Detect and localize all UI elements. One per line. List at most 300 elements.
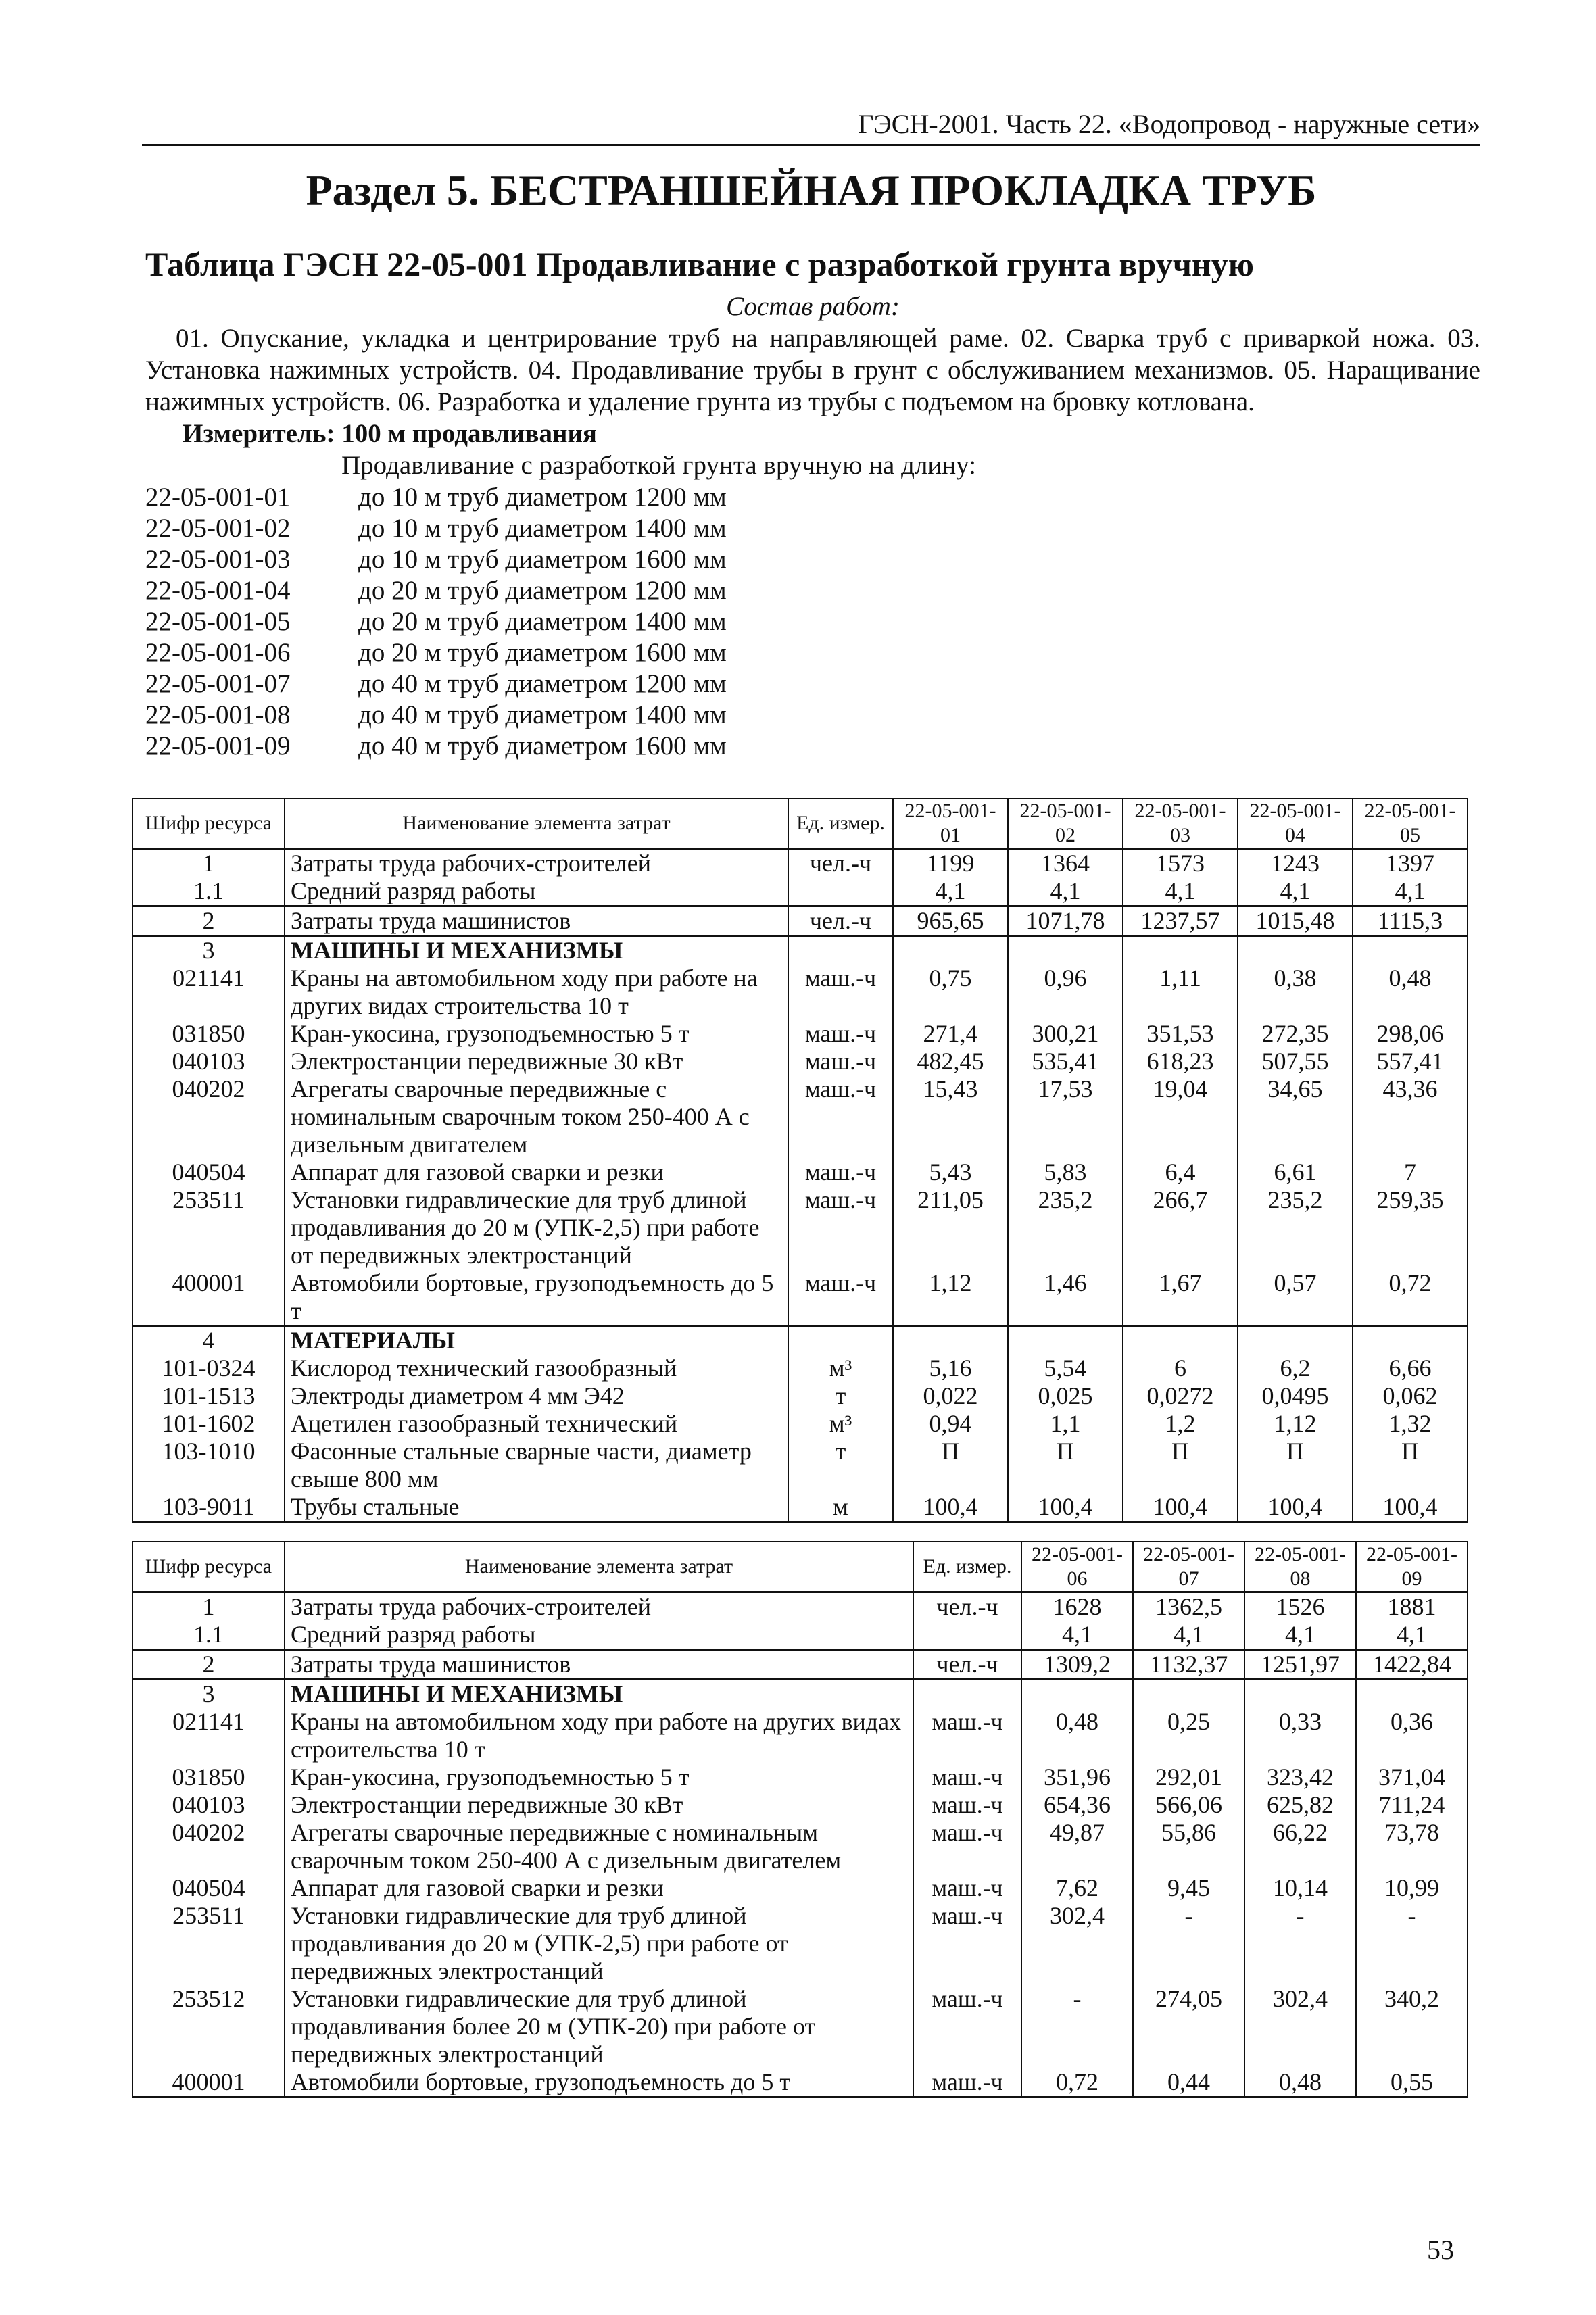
table-row xyxy=(132,1493,1468,1522)
resource-value: 0,72 xyxy=(1021,2068,1133,2097)
resource-value: 1243 xyxy=(1238,849,1353,878)
resource-value xyxy=(893,936,1008,965)
resource-value: 4,1 xyxy=(1244,1621,1356,1650)
resource-value xyxy=(1238,936,1353,965)
resource-code: 4 xyxy=(132,1326,285,1355)
resource-unit: чел.-ч xyxy=(913,1650,1021,1680)
resource-value: 271,4 xyxy=(893,1020,1008,1048)
resource-value: 302,4 xyxy=(1021,1902,1133,1985)
resource-name: Средний разряд работы xyxy=(285,877,788,906)
resource-code: 031850 xyxy=(132,1020,285,1048)
code-id: 22-05-001-01 xyxy=(145,483,291,512)
resource-code: 400001 xyxy=(132,1269,285,1326)
table-row xyxy=(132,1326,1468,1355)
resource-value: 100,4 xyxy=(1123,1493,1238,1522)
work-caption: Состав работ: xyxy=(726,292,900,321)
resource-name: Установки гидравлические для труб длиной продавливания более 20 м (УПК-20) при работе от передвижных электростанций xyxy=(285,1985,913,2068)
section-title: Раздел 5. БЕСТРАНШЕЙНАЯ ПРОКЛАДКА ТРУБ xyxy=(306,166,1317,214)
table-header: 22-05-001-04 xyxy=(1238,798,1353,849)
resource-value: 711,24 xyxy=(1356,1791,1468,1819)
resource-value: 1251,97 xyxy=(1244,1650,1356,1680)
resource-unit: чел.-ч xyxy=(788,849,893,878)
codes-intro: Продавливание с разработкой грунта вручную на длину: xyxy=(341,451,976,480)
resource-value: 34,65 xyxy=(1238,1075,1353,1159)
resource-table-2 xyxy=(132,1541,1468,2098)
resource-value: 274,05 xyxy=(1133,1985,1244,2068)
table-row xyxy=(132,1438,1468,1493)
code-row xyxy=(145,668,1480,699)
resource-value: 4,1 xyxy=(893,877,1008,906)
resource-value: 4,1 xyxy=(1356,1621,1468,1650)
code-description: до 40 м труб диаметром 1600 мм xyxy=(358,731,727,760)
resource-value: 0,0272 xyxy=(1123,1382,1238,1410)
resource-value: 259,35 xyxy=(1353,1186,1468,1269)
resource-code: 253512 xyxy=(132,1985,285,2068)
code-id: 22-05-001-09 xyxy=(145,731,291,760)
resource-unit: маш.-ч xyxy=(788,1048,893,1075)
resource-value: 1071,78 xyxy=(1008,906,1123,936)
resource-unit: маш.-ч xyxy=(788,1075,893,1159)
resource-name: Краны на автомобильном ходу при работе на других видах строительства 10 т xyxy=(285,965,788,1020)
resource-value: 1132,37 xyxy=(1133,1650,1244,1680)
resource-value xyxy=(1133,1680,1244,1709)
resource-code: 040103 xyxy=(132,1048,285,1075)
resource-value: 7,62 xyxy=(1021,1874,1133,1902)
resource-value xyxy=(1021,1680,1133,1709)
work-text: 01. Опускание, укладка и центрирование труб на направляющей раме. 02. Сварка труб с приваркой ножа. 03. Установка нажимных устройств. 04. Продавливание трубы в грунт с обслуживанием механизмов. 05. Наращивание нажимных устройств. 06. Разработка и удаление грунта из трубы с подъемом на бровку котлована. xyxy=(145,324,1480,416)
resource-code: 101-0324 xyxy=(132,1355,285,1382)
resource-value: 4,1 xyxy=(1021,1621,1133,1650)
table-row xyxy=(132,1355,1468,1382)
resource-code: 021141 xyxy=(132,965,285,1020)
table-row xyxy=(132,1763,1468,1791)
resource-name: Установки гидравлические для труб длиной продавливания до 20 м (УПК-2,5) при работе от передвижных электростанций xyxy=(285,1186,788,1269)
resource-value: 0,38 xyxy=(1238,965,1353,1020)
resource-value: 6,4 xyxy=(1123,1159,1238,1186)
resource-name: Фасонные стальные сварные части, диаметр свыше 800 мм xyxy=(285,1438,788,1493)
resource-code: 101-1602 xyxy=(132,1410,285,1438)
table-header: 22-05-001-03 xyxy=(1123,798,1238,849)
table-header: Ед. измер. xyxy=(913,1542,1021,1592)
resource-value: 235,2 xyxy=(1238,1186,1353,1269)
resource-unit: маш.-ч xyxy=(788,1186,893,1269)
resource-name: Аппарат для газовой сварки и резки xyxy=(285,1874,913,1902)
resource-value: 19,04 xyxy=(1123,1075,1238,1159)
resource-unit: маш.-ч xyxy=(788,1269,893,1326)
resource-value: 557,41 xyxy=(1353,1048,1468,1075)
resource-value: 1364 xyxy=(1008,849,1123,878)
table-header: 22-05-001-05 xyxy=(1353,798,1468,849)
resource-unit: м³ xyxy=(788,1410,893,1438)
resource-value: 55,86 xyxy=(1133,1819,1244,1874)
code-description: до 40 м труб диаметром 1400 мм xyxy=(358,700,727,729)
resource-value: 1309,2 xyxy=(1021,1650,1133,1680)
table-header: Шифр ресурса xyxy=(132,1542,285,1592)
resource-name: Установки гидравлические для труб длиной продавливания до 20 м (УПК-2,5) при работе от передвижных электростанций xyxy=(285,1902,913,1985)
resource-value: 1199 xyxy=(893,849,1008,878)
table-row xyxy=(132,1791,1468,1819)
resource-value: 6,2 xyxy=(1238,1355,1353,1382)
resource-name: Агрегаты сварочные передвижные с номинальным сварочным током 250-400 А с дизельным двигателем xyxy=(285,1075,788,1159)
resource-value: 654,36 xyxy=(1021,1791,1133,1819)
resource-value: 211,05 xyxy=(893,1186,1008,1269)
resource-unit xyxy=(913,1621,1021,1650)
resource-value: 1,46 xyxy=(1008,1269,1123,1326)
resource-value: 1,2 xyxy=(1123,1410,1238,1438)
resource-value: 0,022 xyxy=(893,1382,1008,1410)
table-row xyxy=(132,1621,1468,1650)
resource-value: 0,72 xyxy=(1353,1269,1468,1326)
resource-unit: маш.-ч xyxy=(788,965,893,1020)
resource-value: 1,1 xyxy=(1008,1410,1123,1438)
resource-value: 1422,84 xyxy=(1356,1650,1468,1680)
code-description: до 20 м труб диаметром 1200 мм xyxy=(358,576,727,605)
resource-code: 2 xyxy=(132,906,285,936)
codes-list xyxy=(145,481,1480,761)
table-header: 22-05-001-09 xyxy=(1356,1542,1468,1592)
resource-value: 0,0495 xyxy=(1238,1382,1353,1410)
code-id: 22-05-001-08 xyxy=(145,700,291,729)
resource-value: 1628 xyxy=(1021,1592,1133,1622)
resource-name: МАТЕРИАЛЫ xyxy=(285,1326,788,1355)
table-row xyxy=(132,1186,1468,1269)
resource-value: 0,36 xyxy=(1356,1708,1468,1763)
resource-code: 040202 xyxy=(132,1819,285,1874)
resource-code: 253511 xyxy=(132,1902,285,1985)
resource-value: 66,22 xyxy=(1244,1819,1356,1874)
resource-value: 266,7 xyxy=(1123,1186,1238,1269)
resource-value: 566,06 xyxy=(1133,1791,1244,1819)
table-row xyxy=(132,1985,1468,2068)
resource-value xyxy=(1123,1326,1238,1355)
resource-name: Автомобили бортовые, грузоподъемность до 5 т xyxy=(285,1269,788,1326)
resource-value: 5,54 xyxy=(1008,1355,1123,1382)
code-row xyxy=(145,606,1480,637)
resource-unit: маш.-ч xyxy=(913,1708,1021,1763)
resource-value: 323,42 xyxy=(1244,1763,1356,1791)
table-header: 22-05-001-08 xyxy=(1244,1542,1356,1592)
resource-value: 1,12 xyxy=(893,1269,1008,1326)
resource-value: 0,75 xyxy=(893,965,1008,1020)
table-row xyxy=(132,1075,1468,1159)
resource-value: П xyxy=(1008,1438,1123,1493)
resource-value: 17,53 xyxy=(1008,1075,1123,1159)
resource-name: Краны на автомобильном ходу при работе на других видах строительства 10 т xyxy=(285,1708,913,1763)
resource-name: Затраты труда рабочих-строителей xyxy=(285,849,788,878)
resource-value: 1362,5 xyxy=(1133,1592,1244,1622)
resource-code: 040103 xyxy=(132,1791,285,1819)
code-row xyxy=(145,699,1480,730)
resource-unit: т xyxy=(788,1438,893,1493)
resource-code: 040504 xyxy=(132,1159,285,1186)
resource-value: 5,43 xyxy=(893,1159,1008,1186)
table-row xyxy=(132,965,1468,1020)
table-header: 22-05-001-06 xyxy=(1021,1542,1133,1592)
code-id: 22-05-001-02 xyxy=(145,514,291,543)
table-header: Ед. измер. xyxy=(788,798,893,849)
resource-code: 101-1513 xyxy=(132,1382,285,1410)
resource-code: 1 xyxy=(132,1592,285,1622)
resource-value: 965,65 xyxy=(893,906,1008,936)
resource-name: Средний разряд работы xyxy=(285,1621,913,1650)
table-row xyxy=(132,906,1468,936)
table-row xyxy=(132,1382,1468,1410)
resource-value: 49,87 xyxy=(1021,1819,1133,1874)
resource-value: 0,96 xyxy=(1008,965,1123,1020)
resource-unit xyxy=(788,877,893,906)
resource-value: 1397 xyxy=(1353,849,1468,878)
resource-unit xyxy=(788,1326,893,1355)
resource-value: 535,41 xyxy=(1008,1048,1123,1075)
resource-code: 253511 xyxy=(132,1186,285,1269)
resource-value: 1015,48 xyxy=(1238,906,1353,936)
resource-value: 15,43 xyxy=(893,1075,1008,1159)
resource-value xyxy=(1123,936,1238,965)
resource-value: 73,78 xyxy=(1356,1819,1468,1874)
resource-code: 031850 xyxy=(132,1763,285,1791)
table-row xyxy=(132,877,1468,906)
resource-value: 292,01 xyxy=(1133,1763,1244,1791)
table-row xyxy=(132,1680,1468,1709)
table-row xyxy=(132,936,1468,965)
resource-value: 10,14 xyxy=(1244,1874,1356,1902)
resource-value xyxy=(1356,1680,1468,1709)
resource-value: - xyxy=(1244,1902,1356,1985)
resource-value: 5,83 xyxy=(1008,1159,1123,1186)
resource-value: 100,4 xyxy=(1238,1493,1353,1522)
resource-unit: маш.-ч xyxy=(788,1159,893,1186)
resource-unit xyxy=(913,1680,1021,1709)
resource-name: Кран-укосина, грузоподъемностью 5 т xyxy=(285,1020,788,1048)
table-row xyxy=(132,1708,1468,1763)
resource-value: - xyxy=(1356,1902,1468,1985)
resource-code: 1.1 xyxy=(132,877,285,906)
resource-name: Затраты труда машинистов xyxy=(285,906,788,936)
resource-value: 100,4 xyxy=(1008,1493,1123,1522)
resource-value: П xyxy=(893,1438,1008,1493)
resource-name: МАШИНЫ И МЕХАНИЗМЫ xyxy=(285,1680,913,1709)
resource-value: 6,61 xyxy=(1238,1159,1353,1186)
resource-code: 103-9011 xyxy=(132,1493,285,1522)
resource-code: 021141 xyxy=(132,1708,285,1763)
resource-value: 235,2 xyxy=(1008,1186,1123,1269)
code-description: до 10 м труб диаметром 1200 мм xyxy=(358,483,727,512)
code-row xyxy=(145,543,1480,575)
resource-value: 1,67 xyxy=(1123,1269,1238,1326)
resource-value: П xyxy=(1123,1438,1238,1493)
resource-value: 618,23 xyxy=(1123,1048,1238,1075)
table-header: 22-05-001-07 xyxy=(1133,1542,1244,1592)
code-description: до 10 м труб диаметром 1400 мм xyxy=(358,514,727,543)
table-row xyxy=(132,849,1468,878)
resource-name: Затраты труда машинистов xyxy=(285,1650,913,1680)
table-row xyxy=(132,1650,1468,1680)
resource-code: 040504 xyxy=(132,1874,285,1902)
resource-value: 0,55 xyxy=(1356,2068,1468,2097)
resource-value: П xyxy=(1353,1438,1468,1493)
resource-value: 100,4 xyxy=(1353,1493,1468,1522)
work-description xyxy=(145,291,1480,761)
resource-value: 9,45 xyxy=(1133,1874,1244,1902)
resource-unit: т xyxy=(788,1382,893,1410)
resource-value: 1881 xyxy=(1356,1592,1468,1622)
resource-value: 272,35 xyxy=(1238,1020,1353,1048)
resource-code: 3 xyxy=(132,1680,285,1709)
resource-value: 351,96 xyxy=(1021,1763,1133,1791)
resource-unit: маш.-ч xyxy=(913,1985,1021,2068)
table-header: Шифр ресурса xyxy=(132,798,285,849)
resource-value: 4,1 xyxy=(1238,877,1353,906)
resource-value: 300,21 xyxy=(1008,1020,1123,1048)
resource-value: 0,025 xyxy=(1008,1382,1123,1410)
resource-value: 43,36 xyxy=(1353,1075,1468,1159)
resource-value: 4,1 xyxy=(1008,877,1123,906)
resource-value: - xyxy=(1021,1985,1133,2068)
resource-value: 371,04 xyxy=(1356,1763,1468,1791)
resource-name: Аппарат для газовой сварки и резки xyxy=(285,1159,788,1186)
resource-value: 1237,57 xyxy=(1123,906,1238,936)
table-title: Таблица ГЭСН 22-05-001 Продавливание с разработкой грунта вручную xyxy=(145,245,1254,283)
code-description: до 20 м труб диаметром 1600 мм xyxy=(358,638,727,667)
resource-unit: маш.-ч xyxy=(913,1902,1021,1985)
resource-name: Агрегаты сварочные передвижные с номинальным сварочным током 250-400 А с дизельным двигателем xyxy=(285,1819,913,1874)
resource-unit: м³ xyxy=(788,1355,893,1382)
resource-value xyxy=(1238,1326,1353,1355)
resource-value xyxy=(1244,1680,1356,1709)
resource-value: 1,12 xyxy=(1238,1410,1353,1438)
resource-code: 040202 xyxy=(132,1075,285,1159)
resource-name: Электростанции передвижные 30 кВт xyxy=(285,1791,913,1819)
resource-name: Ацетилен газообразный технический xyxy=(285,1410,788,1438)
meter: Измеритель: 100 м продавливания xyxy=(183,419,598,448)
resource-value: 7 xyxy=(1353,1159,1468,1186)
code-id: 22-05-001-06 xyxy=(145,638,291,667)
resource-unit: маш.-ч xyxy=(913,1763,1021,1791)
resource-value: 5,16 xyxy=(893,1355,1008,1382)
code-row xyxy=(145,575,1480,606)
resource-name: Трубы стальные xyxy=(285,1493,788,1522)
resource-value xyxy=(893,1326,1008,1355)
resource-name: Электроды диаметром 4 мм Э42 xyxy=(285,1382,788,1410)
resource-value: 482,45 xyxy=(893,1048,1008,1075)
resource-value: 1526 xyxy=(1244,1592,1356,1622)
table-row xyxy=(132,1819,1468,1874)
resource-value: 4,1 xyxy=(1353,877,1468,906)
resource-value xyxy=(1008,1326,1123,1355)
running-header: ГЭСН-2001. Часть 22. «Водопровод - наружные сети» xyxy=(142,108,1480,146)
table-header: 22-05-001-02 xyxy=(1008,798,1123,849)
resource-unit: маш.-ч xyxy=(788,1020,893,1048)
code-row xyxy=(145,481,1480,512)
table-row xyxy=(132,1020,1468,1048)
code-description: до 40 м труб диаметром 1200 мм xyxy=(358,669,727,698)
resource-unit: чел.-ч xyxy=(913,1592,1021,1622)
code-row xyxy=(145,637,1480,668)
resource-unit: м xyxy=(788,1493,893,1522)
code-id: 22-05-001-03 xyxy=(145,545,291,574)
resource-code: 1 xyxy=(132,849,285,878)
resource-value: 0,44 xyxy=(1133,2068,1244,2097)
table-row xyxy=(132,1902,1468,1985)
resource-name: Автомобили бортовые, грузоподъемность до 5 т xyxy=(285,2068,913,2097)
resource-value: 1,11 xyxy=(1123,965,1238,1020)
table-row xyxy=(132,1874,1468,1902)
resource-value: 0,25 xyxy=(1133,1708,1244,1763)
resource-name: Затраты труда рабочих-строителей xyxy=(285,1592,913,1622)
resource-unit: маш.-ч xyxy=(913,2068,1021,2097)
resource-name: МАШИНЫ И МЕХАНИЗМЫ xyxy=(285,936,788,965)
code-row xyxy=(145,730,1480,761)
table-header: Наименование элемента затрат xyxy=(285,798,788,849)
resource-value xyxy=(1353,1326,1468,1355)
resource-value: 507,55 xyxy=(1238,1048,1353,1075)
resource-value: 1573 xyxy=(1123,849,1238,878)
resource-unit: маш.-ч xyxy=(913,1791,1021,1819)
code-description: до 20 м труб диаметром 1400 мм xyxy=(358,607,727,636)
resource-code: 1.1 xyxy=(132,1621,285,1650)
resource-value: 0,48 xyxy=(1021,1708,1133,1763)
resource-value: 340,2 xyxy=(1356,1985,1468,2068)
resource-code: 3 xyxy=(132,936,285,965)
resource-name: Электростанции передвижные 30 кВт xyxy=(285,1048,788,1075)
resource-code: 400001 xyxy=(132,2068,285,2097)
resource-table-1 xyxy=(132,798,1468,1523)
page-number: 53 xyxy=(1427,2235,1454,2265)
table-row xyxy=(132,1410,1468,1438)
resource-value: 0,57 xyxy=(1238,1269,1353,1326)
resource-value: 351,53 xyxy=(1123,1020,1238,1048)
table-header: Наименование элемента затрат xyxy=(285,1542,913,1592)
resource-unit: маш.-ч xyxy=(913,1819,1021,1874)
resource-code: 103-1010 xyxy=(132,1438,285,1493)
resource-value: 6 xyxy=(1123,1355,1238,1382)
table-header: 22-05-001-01 xyxy=(893,798,1008,849)
resource-value: 1,32 xyxy=(1353,1410,1468,1438)
resource-name: Кран-укосина, грузоподъемностью 5 т xyxy=(285,1763,913,1791)
resource-value: 0,062 xyxy=(1353,1382,1468,1410)
resource-name: Кислород технический газообразный xyxy=(285,1355,788,1382)
table-row xyxy=(132,1048,1468,1075)
code-id: 22-05-001-04 xyxy=(145,576,291,605)
resource-value: П xyxy=(1238,1438,1353,1493)
resource-value: 0,94 xyxy=(893,1410,1008,1438)
resource-unit xyxy=(788,936,893,965)
resource-value: 302,4 xyxy=(1244,1985,1356,2068)
resource-value xyxy=(1353,936,1468,965)
table-row xyxy=(132,2068,1468,2097)
resource-value: 1115,3 xyxy=(1353,906,1468,936)
resource-value: 4,1 xyxy=(1133,1621,1244,1650)
code-description: до 10 м труб диаметром 1600 мм xyxy=(358,545,727,574)
code-id: 22-05-001-07 xyxy=(145,669,291,698)
table-row xyxy=(132,1269,1468,1326)
code-row xyxy=(145,512,1480,543)
resource-value: 6,66 xyxy=(1353,1355,1468,1382)
resource-value: 100,4 xyxy=(893,1493,1008,1522)
resource-value: 0,33 xyxy=(1244,1708,1356,1763)
resource-value: 0,48 xyxy=(1353,965,1468,1020)
resource-value: 298,06 xyxy=(1353,1020,1468,1048)
resource-value: 4,1 xyxy=(1123,877,1238,906)
code-id: 22-05-001-05 xyxy=(145,607,291,636)
resource-value: 625,82 xyxy=(1244,1791,1356,1819)
resource-value: - xyxy=(1133,1902,1244,1985)
resource-unit: чел.-ч xyxy=(788,906,893,936)
resource-unit: маш.-ч xyxy=(913,1874,1021,1902)
resource-value: 10,99 xyxy=(1356,1874,1468,1902)
table-row xyxy=(132,1159,1468,1186)
resource-value xyxy=(1008,936,1123,965)
